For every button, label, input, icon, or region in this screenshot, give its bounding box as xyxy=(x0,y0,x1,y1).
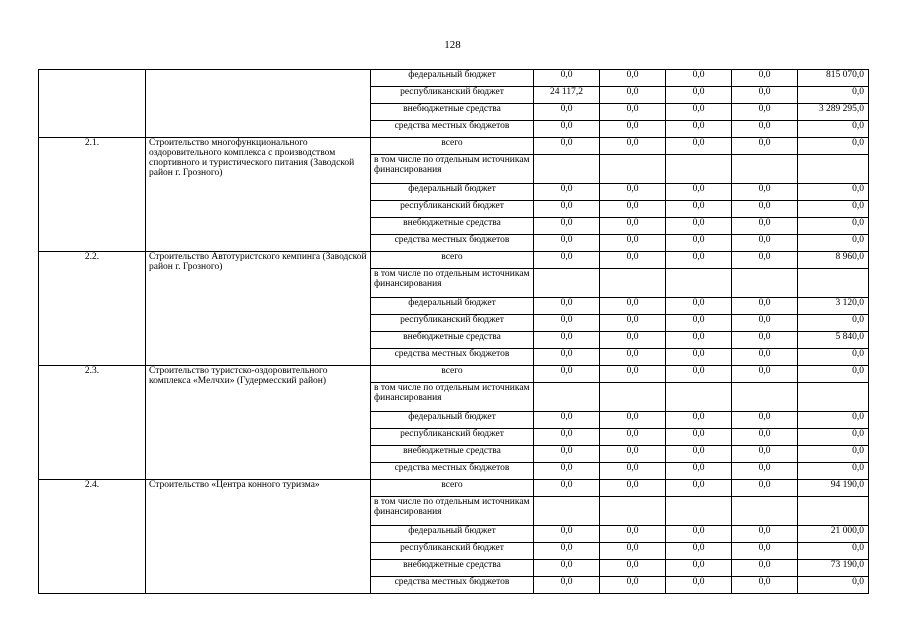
amount-cell: 0,0 xyxy=(600,138,666,155)
amount-cell: 0,0 xyxy=(732,315,798,332)
amount-cell: 0,0 xyxy=(600,252,666,269)
amount-cell: 0,0 xyxy=(798,315,869,332)
amount-cell: 0,0 xyxy=(534,349,600,366)
amount-cell: 815 070,0 xyxy=(798,70,869,87)
amount-cell: 0,0 xyxy=(732,332,798,349)
item-title-cell: Строительство туристско-оздоровительного комплекса «Мелчхи» (Гудермесский район) xyxy=(146,366,371,480)
amount-cell: 0,0 xyxy=(732,366,798,383)
amount-cell: 0,0 xyxy=(600,235,666,252)
amount-cell: 0,0 xyxy=(666,87,732,104)
amount-cell: 0,0 xyxy=(732,412,798,429)
amount-cell: 0,0 xyxy=(534,104,600,121)
funding-source-cell: всего xyxy=(371,480,534,497)
funding-source-cell: республиканский бюджет xyxy=(371,543,534,560)
amount-cell: 0,0 xyxy=(666,560,732,577)
amount-cell: 0,0 xyxy=(600,543,666,560)
amount-cell: 0,0 xyxy=(732,446,798,463)
amount-cell xyxy=(732,497,798,526)
amount-cell: 0,0 xyxy=(600,429,666,446)
funding-source-cell: средства местных бюджетов xyxy=(371,463,534,480)
amount-cell: 0,0 xyxy=(732,87,798,104)
amount-cell: 0,0 xyxy=(798,446,869,463)
funding-source-cell: федеральный бюджет xyxy=(371,298,534,315)
amount-cell xyxy=(666,155,732,184)
amount-cell: 0,0 xyxy=(534,446,600,463)
amount-cell: 0,0 xyxy=(534,121,600,138)
amount-cell: 0,0 xyxy=(600,480,666,497)
amount-cell: 0,0 xyxy=(666,577,732,594)
amount-cell xyxy=(534,155,600,184)
amount-cell: 0,0 xyxy=(534,366,600,383)
amount-cell: 0,0 xyxy=(666,201,732,218)
amount-cell: 0,0 xyxy=(666,235,732,252)
amount-cell xyxy=(534,497,600,526)
amount-cell: 0,0 xyxy=(534,218,600,235)
amount-cell: 0,0 xyxy=(666,315,732,332)
amount-cell xyxy=(534,383,600,412)
funding-source-cell: в том числе по отдельным источникам финансирования xyxy=(371,269,534,298)
amount-cell: 0,0 xyxy=(534,298,600,315)
amount-cell: 0,0 xyxy=(732,463,798,480)
funding-source-cell: всего xyxy=(371,252,534,269)
amount-cell: 0,0 xyxy=(600,332,666,349)
amount-cell xyxy=(798,155,869,184)
amount-cell: 0,0 xyxy=(534,543,600,560)
amount-cell xyxy=(600,155,666,184)
amount-cell: 0,0 xyxy=(666,104,732,121)
amount-cell: 0,0 xyxy=(600,349,666,366)
amount-cell: 0,0 xyxy=(798,429,869,446)
amount-cell: 73 190,0 xyxy=(798,560,869,577)
amount-cell: 0,0 xyxy=(666,429,732,446)
amount-cell: 0,0 xyxy=(666,138,732,155)
amount-cell: 0,0 xyxy=(534,560,600,577)
amount-cell: 0,0 xyxy=(666,184,732,201)
funding-source-cell: федеральный бюджет xyxy=(371,184,534,201)
amount-cell: 0,0 xyxy=(732,104,798,121)
item-number-cell xyxy=(39,70,146,138)
amount-cell: 24 117,2 xyxy=(534,87,600,104)
amount-cell: 0,0 xyxy=(600,366,666,383)
amount-cell: 0,0 xyxy=(798,577,869,594)
amount-cell: 8 960,0 xyxy=(798,252,869,269)
amount-cell: 0,0 xyxy=(534,70,600,87)
amount-cell: 5 840,0 xyxy=(798,332,869,349)
amount-cell: 0,0 xyxy=(732,184,798,201)
amount-cell: 0,0 xyxy=(798,121,869,138)
amount-cell: 0,0 xyxy=(798,218,869,235)
amount-cell: 0,0 xyxy=(600,315,666,332)
amount-cell xyxy=(600,497,666,526)
amount-cell xyxy=(600,383,666,412)
amount-cell xyxy=(732,383,798,412)
amount-cell: 0,0 xyxy=(732,121,798,138)
amount-cell: 3 289 295,0 xyxy=(798,104,869,121)
funding-source-cell: средства местных бюджетов xyxy=(371,349,534,366)
table-row xyxy=(39,70,869,87)
amount-cell: 0,0 xyxy=(798,412,869,429)
amount-cell: 0,0 xyxy=(534,526,600,543)
amount-cell: 0,0 xyxy=(666,332,732,349)
funding-source-cell: федеральный бюджет xyxy=(371,526,534,543)
amount-cell: 0,0 xyxy=(798,235,869,252)
amount-cell: 0,0 xyxy=(600,184,666,201)
amount-cell: 0,0 xyxy=(798,349,869,366)
amount-cell: 0,0 xyxy=(666,412,732,429)
amount-cell xyxy=(798,497,869,526)
amount-cell: 0,0 xyxy=(666,218,732,235)
amount-cell: 0,0 xyxy=(732,543,798,560)
funding-source-cell: республиканский бюджет xyxy=(371,87,534,104)
amount-cell: 94 190,0 xyxy=(798,480,869,497)
amount-cell: 0,0 xyxy=(534,480,600,497)
amount-cell: 0,0 xyxy=(666,446,732,463)
funding-source-cell: внебюджетные средства xyxy=(371,332,534,349)
item-title-cell xyxy=(146,70,371,138)
funding-source-cell: средства местных бюджетов xyxy=(371,235,534,252)
amount-cell: 0,0 xyxy=(732,429,798,446)
amount-cell xyxy=(666,383,732,412)
funding-source-cell: всего xyxy=(371,138,534,155)
financing-table-body xyxy=(39,70,869,594)
amount-cell: 0,0 xyxy=(534,577,600,594)
item-number-cell: 2.3. xyxy=(39,366,146,480)
amount-cell: 0,0 xyxy=(534,184,600,201)
amount-cell: 0,0 xyxy=(534,201,600,218)
amount-cell: 0,0 xyxy=(798,201,869,218)
amount-cell: 0,0 xyxy=(666,543,732,560)
funding-source-cell: федеральный бюджет xyxy=(371,412,534,429)
funding-source-cell: внебюджетные средства xyxy=(371,560,534,577)
amount-cell: 0,0 xyxy=(666,526,732,543)
amount-cell: 0,0 xyxy=(534,252,600,269)
amount-cell: 0,0 xyxy=(666,349,732,366)
amount-cell: 0,0 xyxy=(600,446,666,463)
amount-cell: 0,0 xyxy=(600,104,666,121)
amount-cell: 0,0 xyxy=(732,298,798,315)
amount-cell: 0,0 xyxy=(798,366,869,383)
funding-source-cell: внебюджетные средства xyxy=(371,104,534,121)
item-number-cell: 2.2. xyxy=(39,252,146,366)
amount-cell: 0,0 xyxy=(534,429,600,446)
amount-cell xyxy=(666,497,732,526)
table-row xyxy=(39,366,869,383)
amount-cell: 0,0 xyxy=(534,412,600,429)
amount-cell: 3 120,0 xyxy=(798,298,869,315)
amount-cell: 0,0 xyxy=(666,252,732,269)
amount-cell: 0,0 xyxy=(732,349,798,366)
amount-cell: 0,0 xyxy=(534,463,600,480)
amount-cell: 0,0 xyxy=(732,577,798,594)
amount-cell: 0,0 xyxy=(798,184,869,201)
amount-cell: 0,0 xyxy=(600,560,666,577)
amount-cell xyxy=(798,383,869,412)
amount-cell: 0,0 xyxy=(666,463,732,480)
funding-source-cell: средства местных бюджетов xyxy=(371,577,534,594)
amount-cell: 0,0 xyxy=(798,138,869,155)
amount-cell: 0,0 xyxy=(534,315,600,332)
amount-cell: 0,0 xyxy=(600,218,666,235)
amount-cell: 0,0 xyxy=(600,70,666,87)
funding-source-cell: в том числе по отдельным источникам финансирования xyxy=(371,155,534,184)
item-number-cell: 2.4. xyxy=(39,480,146,594)
amount-cell: 0,0 xyxy=(732,218,798,235)
funding-source-cell: в том числе по отдельным источникам финансирования xyxy=(371,383,534,412)
funding-source-cell: в том числе по отдельным источникам финансирования xyxy=(371,497,534,526)
amount-cell: 0,0 xyxy=(600,412,666,429)
amount-cell xyxy=(732,269,798,298)
item-title-cell: Строительство «Центра конного туризма» xyxy=(146,480,371,594)
amount-cell: 0,0 xyxy=(600,87,666,104)
financing-table xyxy=(38,69,869,594)
amount-cell: 0,0 xyxy=(600,526,666,543)
amount-cell: 0,0 xyxy=(798,463,869,480)
amount-cell: 0,0 xyxy=(732,235,798,252)
amount-cell: 0,0 xyxy=(600,201,666,218)
amount-cell: 0,0 xyxy=(534,332,600,349)
item-number-cell: 2.1. xyxy=(39,138,146,252)
amount-cell: 0,0 xyxy=(732,480,798,497)
amount-cell: 0,0 xyxy=(600,121,666,138)
amount-cell: 0,0 xyxy=(600,298,666,315)
amount-cell xyxy=(798,269,869,298)
amount-cell: 0,0 xyxy=(666,366,732,383)
item-title-cell: Строительство многофункционального оздоровительного комплекса с производством спортивного и туристического питания (Заводской район г. Грозного) xyxy=(146,138,371,252)
funding-source-cell: республиканский бюджет xyxy=(371,315,534,332)
funding-source-cell: республиканский бюджет xyxy=(371,429,534,446)
amount-cell: 0,0 xyxy=(732,70,798,87)
amount-cell: 0,0 xyxy=(666,298,732,315)
amount-cell: 0,0 xyxy=(732,560,798,577)
funding-source-cell: внебюджетные средства xyxy=(371,446,534,463)
amount-cell: 0,0 xyxy=(534,235,600,252)
table-row xyxy=(39,252,869,269)
amount-cell: 0,0 xyxy=(732,201,798,218)
amount-cell: 0,0 xyxy=(600,577,666,594)
amount-cell: 21 000,0 xyxy=(798,526,869,543)
amount-cell: 0,0 xyxy=(666,70,732,87)
amount-cell: 0,0 xyxy=(798,87,869,104)
funding-source-cell: средства местных бюджетов xyxy=(371,121,534,138)
amount-cell: 0,0 xyxy=(732,138,798,155)
item-title-cell: Строительство Автотуристского кемпинга (Заводской район г. Грозного) xyxy=(146,252,371,366)
amount-cell: 0,0 xyxy=(534,138,600,155)
page-number: 128 xyxy=(444,39,461,51)
amount-cell: 0,0 xyxy=(732,252,798,269)
funding-source-cell: республиканский бюджет xyxy=(371,201,534,218)
amount-cell: 0,0 xyxy=(666,480,732,497)
amount-cell: 0,0 xyxy=(666,121,732,138)
funding-source-cell: всего xyxy=(371,366,534,383)
amount-cell: 0,0 xyxy=(798,543,869,560)
amount-cell: 0,0 xyxy=(600,463,666,480)
amount-cell xyxy=(534,269,600,298)
amount-cell xyxy=(666,269,732,298)
table-row xyxy=(39,480,869,497)
funding-source-cell: внебюджетные средства xyxy=(371,218,534,235)
amount-cell: 0,0 xyxy=(732,526,798,543)
amount-cell xyxy=(600,269,666,298)
amount-cell xyxy=(732,155,798,184)
table-row xyxy=(39,138,869,155)
funding-source-cell: федеральный бюджет xyxy=(371,70,534,87)
